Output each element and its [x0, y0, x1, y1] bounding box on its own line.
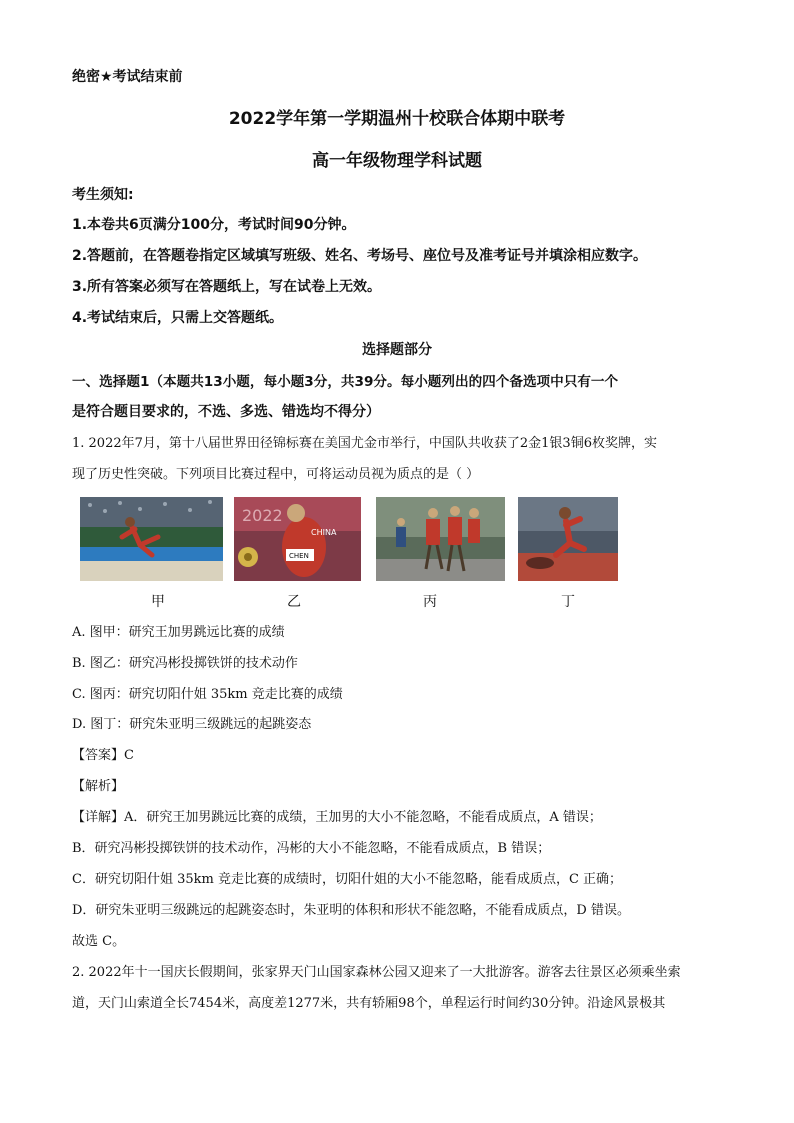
q1-analysis-line: 故选 C。: [72, 934, 126, 949]
photo-caption: 丁: [561, 594, 575, 610]
q1-analysis-line: C．研究切阳什姐 35km 竞走比赛的成绩时，切阳什姐的大小不能忽略，能看成质点，C 正确；: [72, 872, 623, 887]
section-heading-cont: 是符合题目要求的，不选、多选、错选均不得分）: [72, 404, 380, 420]
photo-caption: 乙: [287, 594, 301, 610]
q1-analysis-label: 【解析】: [72, 779, 125, 794]
notice-item: 4.考试结束后，只需上交答题纸。: [72, 310, 284, 326]
section-part-title: 选择题部分: [362, 342, 432, 358]
notice-item: 2.答题前，在答题卷指定区域填写班级、姓名、考场号、座位号及准考证号并填涂相应数字。: [72, 248, 648, 264]
q1-analysis-line: B．研究冯彬投掷铁饼的技术动作，冯彬的大小不能忽略，不能看成质点，B 错误；: [72, 841, 551, 856]
photo-long-jump: [80, 497, 223, 581]
exam-subtitle: 高一年级物理学科试题: [312, 151, 482, 171]
q1-option-a: A. 图甲：研究王加男跳远比赛的成绩: [72, 625, 285, 640]
q1-option-b: B. 图乙：研究冯彬投掷铁饼的技术动作: [72, 656, 298, 671]
q1-option-d: D. 图丁：研究朱亚明三级跳远的起跳姿态: [72, 717, 312, 732]
q1-stem-cont: 现了历史性突破。下列项目比赛过程中，可将运动员视为质点的是（ ）: [72, 467, 480, 482]
q1-option-c: C. 图丙：研究切阳什姐 35km 竞走比赛的成绩: [72, 687, 343, 702]
photo-bib-text: CHEN: [289, 552, 309, 560]
notice-heading: 考生须知:: [72, 187, 134, 203]
exam-title: 2022学年第一学期温州十校联合体期中联考: [228, 109, 566, 129]
svg-text:2022: 2022: [242, 506, 283, 525]
photo-flag-text: CHINA: [311, 528, 337, 537]
q1-analysis-line: D．研究朱亚明三级跳远的起跳姿态时，朱亚明的体积和形状不能忽略，不能看成质点，D 错误。: [72, 903, 630, 918]
photo-caption: 丙: [423, 594, 437, 610]
notice-item: 1.本卷共6页满分100分，考试时间90分钟。: [72, 217, 356, 233]
q1-analysis-line: 【详解】A．研究王加男跳远比赛的成绩，王加男的大小不能忽略，不能看成质点，A 错误；: [72, 810, 602, 825]
photo-triple-jump: [518, 497, 618, 581]
q1-stem: 1. 2022年7月，第十八届世界田径锦标赛在美国尤金市举行，中国队共收获了2金1银3铜6枚奖牌，实: [72, 436, 657, 451]
q1-answer: 【答案】C: [72, 748, 134, 763]
section-heading: 一、选择题1（本题共13小题，每小题3分，共39分。每小题列出的四个备选项中只有一个: [72, 374, 619, 390]
photo-discus: [234, 497, 361, 581]
photo-caption: 甲: [151, 594, 165, 610]
q2-stem: 2. 2022年十一国庆长假期间，张家界天门山国家森林公园又迎来了一大批游客。游客去往景区必须乘坐索: [72, 965, 681, 980]
notice-item: 3.所有答案必须写在答题纸上，写在试卷上无效。: [72, 279, 382, 295]
photo-race-walk: [376, 497, 505, 581]
confidential-label: 绝密★考试结束前: [72, 69, 183, 85]
q2-stem-cont: 道，天门山索道全长7454米，高度差1277米，共有轿厢98个，单程运行时间约30分钟。沿途风景极其: [72, 996, 666, 1011]
